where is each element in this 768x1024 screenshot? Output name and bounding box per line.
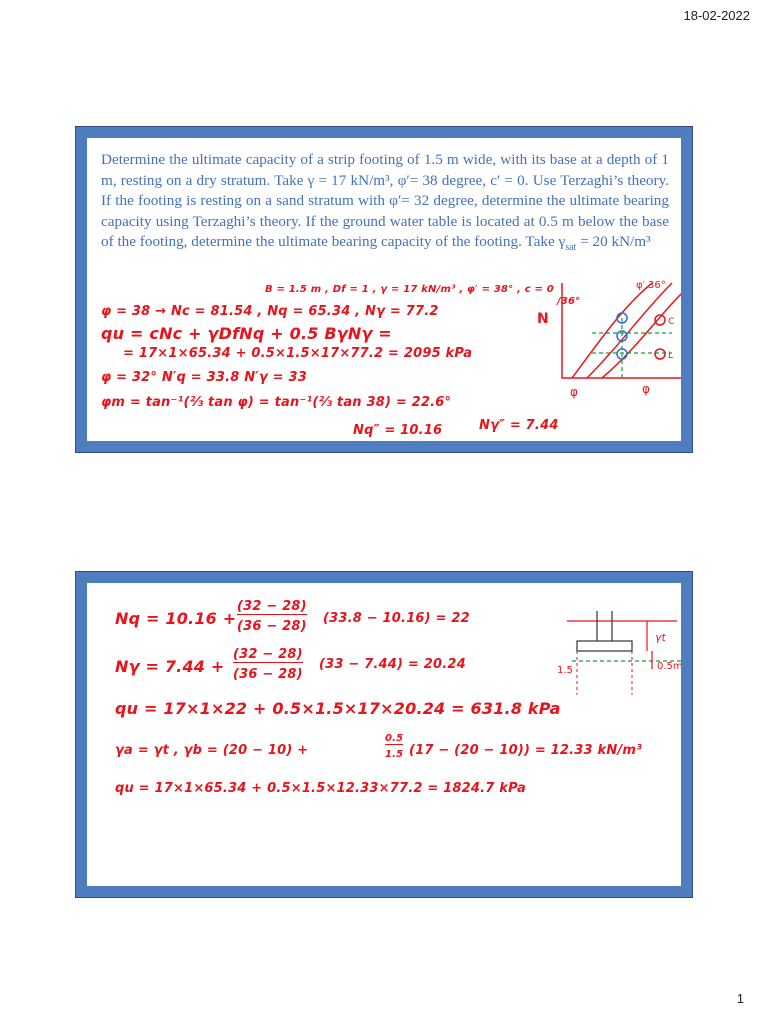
nq-interp-prefix: Nq = 10.16 + bbox=[115, 609, 237, 628]
page-number: 1 bbox=[736, 991, 744, 1006]
gamma-frac-num: 0.5 bbox=[385, 733, 404, 744]
sketch-width-label: 1.5 bbox=[557, 665, 573, 676]
graph-x-label: φ bbox=[570, 385, 578, 399]
ngamma-interp-denominator: (36 − 28) bbox=[233, 667, 303, 682]
given-data-note: B = 1.5 m , Df = 1 , γ = 17 kN/m³ , φ′ = 38° , c = 0 bbox=[265, 284, 554, 295]
ngamma-interp-numerator: (32 − 28) bbox=[233, 647, 303, 662]
gamma-line-result: (17 − (20 − 10)) = 12.33 kN/m³ bbox=[409, 743, 643, 758]
phim-line: φm = tan⁻¹(⅔ tan φ) = tan⁻¹(⅔ tan 38) = 22.6° bbox=[101, 395, 452, 410]
bearing-factors-line: φ = 38 → Nc = 81.54 , Nq = 65.34 , Nγ = 77.2 bbox=[101, 304, 439, 319]
sketch-depth-label: 0.5m bbox=[657, 661, 683, 672]
sketch-gamma-label: γt bbox=[655, 631, 666, 644]
problem-statement: Determine the ultimate capacity of a strip footing of 1.5 m wide, with its base at a depth of 1 m, resting on a dry stratum. Take γ = 17 kN/m³, φ′= 38 degree, c′ = 0. Use Terzaghi’s theory. If the footing is resting on a sand stratum with φ′= 32 degree, determine the ultimate bearing capacity using Terzaghi’s theory. If the ground water table is located at 0.5 m below the base of the footing, determine the ultimate bearing capacity of the footing. Take $\gamma_{sat} = 20$ kN/m³ bbox=[101, 151, 669, 254]
nq-interp-denominator: (36 − 28) bbox=[237, 619, 307, 634]
angle-note: /36° bbox=[557, 296, 581, 307]
gamma-line: γa = γt , γb = (20 − 10) + bbox=[115, 743, 309, 758]
gamma-frac-den: 1.5 bbox=[385, 749, 404, 760]
bearing-capacity-graph-sketch bbox=[537, 278, 681, 418]
graph-angle-label: φ′ 36° bbox=[636, 280, 666, 291]
graph-x-label-right: φ bbox=[642, 382, 650, 396]
date-stamp: 18-02-2022 bbox=[683, 8, 750, 23]
nq-double-prime: Nq″ = 10.16 bbox=[353, 423, 443, 438]
qu-line-case2: qu = 17×1×22 + 0.5×1.5×17×20.24 = 631.8 kPa bbox=[115, 699, 561, 718]
slide-1-content bbox=[87, 138, 681, 441]
ngamma-double-prime: Nγ″ = 7.44 bbox=[479, 418, 559, 433]
graph-circle-c-label: C bbox=[668, 317, 675, 327]
ngamma-interp-prefix: Nγ = 7.44 + bbox=[115, 657, 225, 676]
footing-sketch bbox=[557, 607, 681, 717]
nq-interp-result: (33.8 − 10.16) = 22 bbox=[323, 611, 470, 626]
nq-interp-numerator: (32 − 28) bbox=[237, 599, 307, 614]
qu-line-case3: qu = 17×1×65.34 + 0.5×1.5×12.33×77.2 = 1824.7 kPa bbox=[115, 781, 526, 796]
ngamma-interp-result: (33 − 7.44) = 20.24 bbox=[319, 657, 466, 672]
graph-circle-l-label: L bbox=[668, 351, 674, 361]
qu-formula-line: qu = cNc + γDfNq + 0.5 BγNγ = bbox=[101, 324, 392, 343]
graph-y-label: N bbox=[537, 311, 549, 327]
qu-result-line: = 17×1×65.34 + 0.5×1.5×17×77.2 = 2095 kPa bbox=[123, 346, 473, 361]
phi32-factors-line: φ = 32° N′q = 33.8 N′γ = 33 bbox=[101, 370, 307, 385]
slide-2-content bbox=[87, 583, 681, 886]
slide-2 bbox=[75, 571, 693, 898]
slide-1 bbox=[75, 126, 693, 453]
